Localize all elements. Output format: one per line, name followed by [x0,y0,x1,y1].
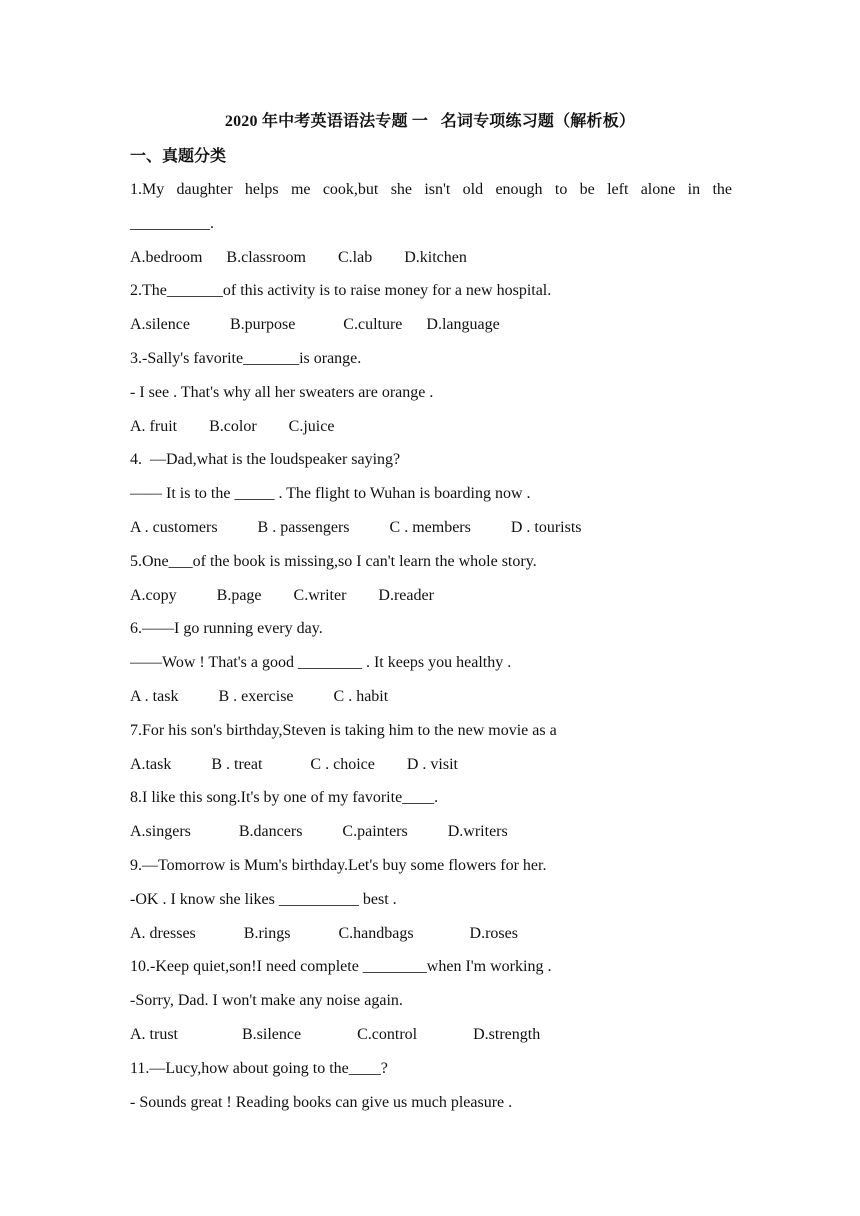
question-2-options: A.silence B.purpose C.culture D.language [130,316,500,334]
question-7-stem: 7.For his son's birthday,Steven is taking him to the new movie as a [130,721,557,739]
question-11-stem: 11.—Lucy,how about going to the____? [130,1059,388,1077]
question-8-stem: 8.I like this song.It's by one of my favorite____. [130,789,439,807]
question-4-reply: —— It is to the _____ . The flight to Wuhan is boarding now . [130,485,531,503]
question-3-options: A. fruit B.color C.juice [130,417,335,435]
question-9-stem: 9.—Tomorrow is Mum's birthday.Let's buy some flowers for her. [130,856,547,874]
question-8-options: A.singers B.dancers C.painters D.writers [130,823,508,841]
question-2-stem: 2.The_______of this activity is to raise money for a new hospital. [130,282,552,300]
question-1-options: A.bedroom B.classroom C.lab D.kitchen [130,248,467,266]
question-11-reply: - Sounds great ! Reading books can give us much pleasure . [130,1093,513,1111]
question-9-options: A. dresses B.rings C.handbags D.roses [130,924,518,942]
question-3-stem: 3.-Sally's favorite_______is orange. [130,349,362,367]
question-9-reply: -OK . I know she likes __________ best . [130,890,397,908]
question-6-options: A . task B . exercise C . habit [130,687,389,705]
question-6-reply: ——Wow ! That's a good ________ . It keeps you healthy . [130,654,512,672]
question-6-stem: 6.——I go running every day. [130,620,323,638]
question-1-blank: __________. [130,214,214,232]
question-1-stem: 1.My daughter helps me cook,but she isn't old enough to be left alone in the [130,181,732,198]
question-10-reply: -Sorry, Dad. I won't make any noise again. [130,992,403,1010]
question-list [130,178,732,1124]
question-5-options: A.copy B.page C.writer D.reader [130,586,434,604]
question-7-options: A.task B . treat C . choice D . visit [130,755,458,773]
question-10-options: A. trust B.silence C.control D.strength [130,1025,541,1043]
page-title: 2020 年中考英语语法专题 一 名词专项练习题（解析板） [224,113,636,130]
question-10-stem: 10.-Keep quiet,son!I need complete ________when I'm working . [130,958,552,976]
question-4-stem: 4. —Dad,what is the loudspeaker saying? [130,451,401,469]
question-5-stem: 5.One___of the book is missing,so I can't learn the whole story. [130,552,537,570]
question-4-options: A . customers B . passengers C . members D . tourists [130,518,582,536]
question-3-reply: - I see . That's why all her sweaters are orange . [130,383,434,401]
section-heading: 一、真题分类 [130,146,227,165]
